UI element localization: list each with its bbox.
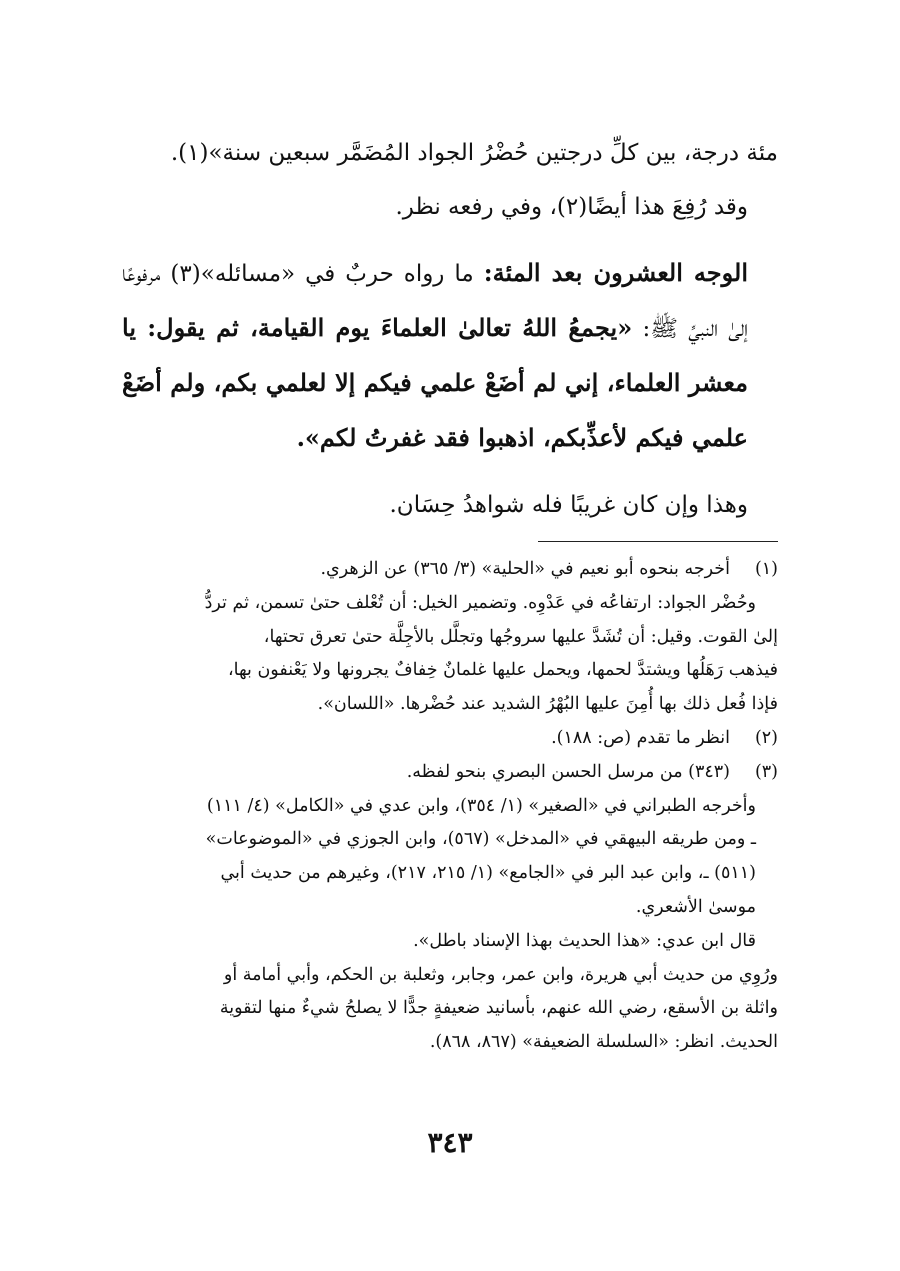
footnote-number: (٣) bbox=[754, 761, 778, 782]
footnote-text: (٣٤٣) من مرسل الحسن البصري بنحو لفظه. bbox=[406, 761, 730, 782]
footnote-text: فإذا فُعل ذلك بها أُمِنَ عليها البُهْرُ الشديد عند حُضْرها. «اللسان». bbox=[317, 694, 778, 715]
footnote-text: فيذهب رَهَلُها ويشتدَّ لحمها، ويحمل عليها غلمانٌ خِفافٌ يجرونها ولا يَعْنفون بها، bbox=[227, 660, 778, 681]
footnote-number: (١) bbox=[754, 559, 778, 579]
section-heading: الوجه العشرون بعد المئة: bbox=[483, 258, 748, 287]
paragraph-3 bbox=[122, 246, 778, 466]
footnote-line bbox=[122, 722, 778, 756]
paragraph-1: مئة درجة، بين كلِّ درجتين حُضْرُ الجواد المُضَمَّر سبعين سنة»(١). bbox=[170, 140, 778, 166]
footnote-text: (٥١١) ـ، وابن عبد البر في «الجامع» (١/ ٢١٥، ٢١٧)، وغيرهم من حديث أبي bbox=[220, 863, 756, 884]
footnote-line bbox=[122, 621, 778, 655]
footnote-line bbox=[122, 891, 778, 925]
footnote-number: (٢) bbox=[754, 727, 778, 748]
footnote-text: ورُوِي من حديث أبي هريرة، وابن عمر، وجابر، وثعلبة بن الحكم، وأبي أمامة أو bbox=[223, 964, 778, 985]
footnote-line bbox=[122, 587, 778, 621]
footnote-line bbox=[122, 654, 778, 688]
footnote-line bbox=[122, 1026, 778, 1060]
footnote-text: الحديث. انظر: «السلسلة الضعيفة» (٨٦٧، ٨٦٨). bbox=[429, 1032, 778, 1053]
footnote-line bbox=[122, 823, 778, 857]
paragraph-4: وهذا وإن كان غريبًا فله شواهدُ حِسَان. bbox=[389, 492, 748, 518]
footnote-text: ـ ومن طريقه البيهقي في «المدخل» (٥٦٧)، وابن الجوزي في «الموضوعات» bbox=[205, 829, 756, 850]
footnote-line bbox=[122, 959, 778, 993]
footnote-text: وأخرجه الطبراني في «الصغير» (١/ ٣٥٤)، وابن عدي في «الكامل» (٤/ ١١١) bbox=[206, 795, 756, 816]
footnote-text: إلىٰ القوت. وقيل: أن تُشَدَّ عليها سروجُها وتجلَّل بالأجِلَّة حتىٰ تعرق تحتها، bbox=[263, 626, 778, 647]
footnote-line bbox=[122, 553, 778, 587]
page-number: ٣٤٣ bbox=[427, 1126, 473, 1159]
hadith-text: «يجمعُ اللهُ تعالىٰ العلماءَ يوم القيامة، ثم يقول: يا معشر العلماء، إني لم أضَعْ علمي فيكم إلا لعلمي بكم، ولم أضَعْ علمي فيكم لأعذِّبكم، اذهبوا فقد غفرتُ لكم». bbox=[122, 313, 748, 452]
footnote-line bbox=[122, 857, 778, 891]
footnote-line bbox=[122, 688, 778, 722]
footnote-separator bbox=[538, 541, 778, 542]
footnote-line bbox=[122, 790, 778, 824]
main-text bbox=[122, 126, 778, 532]
footnote-line bbox=[122, 925, 778, 959]
footnotes bbox=[122, 553, 778, 1060]
footnote-text: وحُضْر الجواد: ارتفاعُه في عَدْوِه. وتضمير الخيل: أن تُعْلف حتىٰ تسمن، ثم تردُّ bbox=[204, 592, 756, 613]
footnote-line bbox=[122, 756, 778, 790]
paragraph-2: وقد رُفِعَ هذا أيضًا(٢)، وفي رفعه نظر. bbox=[395, 194, 748, 220]
footnote-text: موسىٰ الأشعري. bbox=[635, 896, 756, 917]
footnote-text: قال ابن عدي: «هذا الحديث بهذا الإسناد باطل». bbox=[413, 930, 756, 951]
paragraph-3-intro: ما رواه حربٌ في «مسائله»(٣) مرفوعًا إلىٰ النبيِّ ﷺ: bbox=[122, 261, 748, 342]
footnote-text: واثلة بن الأسقع، رضي الله عنهم، بأسانيد ضعيفةٍ جدًّا لا يصلحُ شيءٌ منها لتقوية bbox=[219, 998, 778, 1019]
footnote-text: انظر ما تقدم (ص: ١٨٨). bbox=[551, 727, 730, 748]
footnote-text: أخرجه بنحوه أبو نعيم في «الحلية» (٣/ ٣٦٥) عن الزهري. bbox=[320, 559, 730, 579]
footnote-line bbox=[122, 992, 778, 1026]
